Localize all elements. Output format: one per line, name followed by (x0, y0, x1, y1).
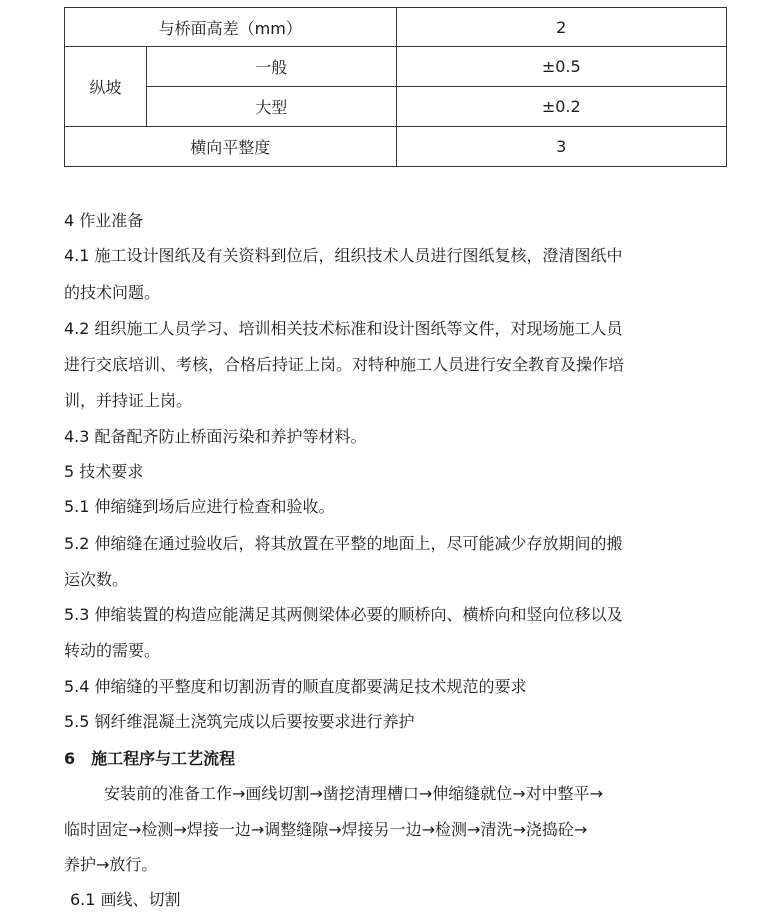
paragraph-line: 运次数。 (64, 570, 129, 589)
paragraph-line: 转动的需要。 (64, 641, 161, 660)
section-heading: 4 作业准备 (64, 211, 144, 230)
section-heading: 5 技术要求 (64, 462, 144, 481)
paragraph-line: 5.3 伸缩装置的构造应能满足其两侧梁体必要的顺桥向、横桥向和竖向位移以及 (64, 605, 623, 624)
table-cell-label: 大型 (146, 87, 396, 127)
paragraph-line: 进行交底培训、考核，合格后持证上岗。对特种施工人员进行安全教育及操作培 (64, 355, 625, 374)
table-cell-value: ±0.5 (396, 47, 726, 87)
table-cell-value: 2 (396, 8, 726, 47)
table-cell-group: 纵坡 (65, 47, 147, 127)
paragraph-line: 临时固定→检测→焊接一边→调整缝隙→焊接另一边→检测→清洗→浇捣砼→ (64, 820, 588, 839)
paragraph-line: 养护→放行。 (64, 855, 158, 874)
table-row (65, 87, 727, 127)
table-row (65, 127, 727, 167)
paragraph-line: 5.2 伸缩缝在通过验收后，将其放置在平整的地面上，尽可能减少存放期间的搬 (64, 534, 623, 553)
paragraph-line: 训，并持证上岗。 (64, 391, 193, 410)
table-row (65, 47, 727, 87)
table-cell-value: 3 (396, 127, 726, 167)
table-cell-value: ±0.2 (396, 87, 726, 127)
spec-table (64, 7, 727, 167)
paragraph-line: 5.1 伸缩缝到场后应进行检查和验收。 (64, 497, 335, 516)
table-cell-label: 横向平整度 (65, 127, 397, 167)
section-heading: 6 施工程序与工艺流程 (64, 749, 236, 768)
table-cell-label: 与桥面高差（mm） (65, 8, 397, 47)
paragraph-line: 4.2 组织施工人员学习、培训相关技术标准和设计图纸等文件，对现场施工人员 (64, 319, 623, 338)
paragraph-line: 4.1 施工设计图纸及有关资料到位后，组织技术人员进行图纸复核，澄清图纸中 (64, 246, 623, 265)
subsection-heading: 6.1 画线、切割 (70, 890, 181, 909)
table-cell-label: 一般 (146, 47, 396, 87)
table-row (65, 8, 727, 47)
paragraph-line: 5.5 钢纤维混凝土浇筑完成以后要按要求进行养护 (64, 712, 415, 731)
paragraph-line: 5.4 伸缩缝的平整度和切割沥青的顺直度都要满足技术规范的要求 (64, 677, 527, 696)
paragraph-line: 的技术问题。 (64, 283, 161, 302)
paragraph-line: 安装前的准备工作→画线切割→凿挖清理槽口→伸缩缝就位→对中整平→ (104, 784, 604, 803)
paragraph-line: 4.3 配备配齐防止桥面污染和养护等材料。 (64, 427, 367, 446)
